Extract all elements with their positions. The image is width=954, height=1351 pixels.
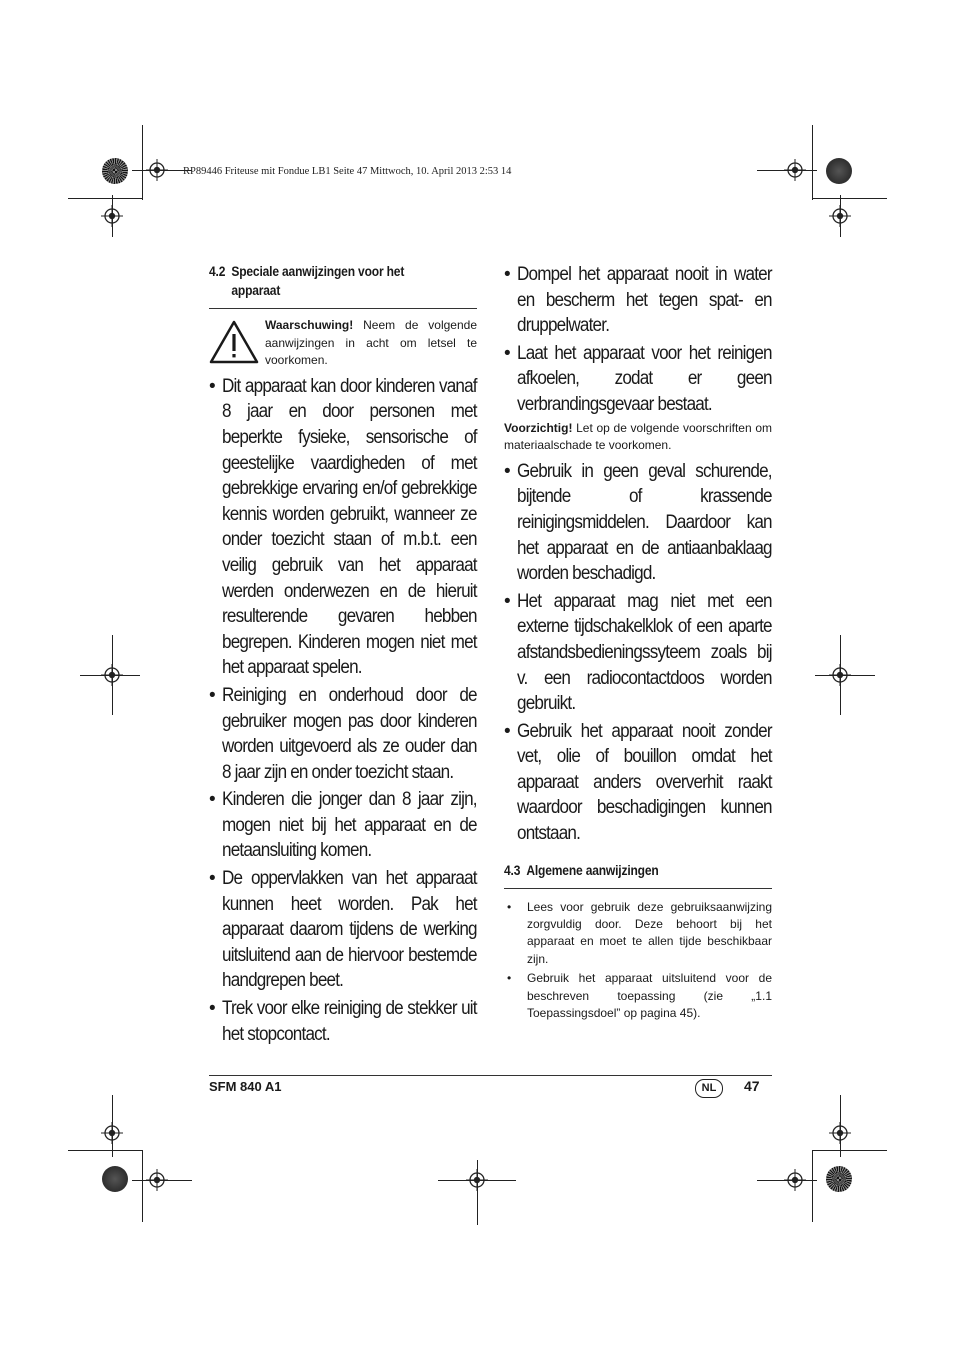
caution-notice	[504, 420, 772, 455]
right-column	[504, 262, 772, 1025]
caution-body: Let op de volgende voorschriften om materiaalschade te voorkomen.	[504, 420, 772, 453]
print-slug: RP89446 Friteuse mit Fondue LB1 Seite 47 Mittwoch, 10. April 2013 2:53 14	[183, 166, 512, 177]
list-item: • Reiniging en onderhoud door de gebruiker mogen pas door kinderen worden uitgevoerd als ze ouder dan 8 jaar zijn en onder toezicht staan.	[209, 683, 477, 785]
model-number: SFM 840 A1	[209, 1079, 282, 1094]
color-wheel-icon	[102, 158, 128, 184]
list-item: • Laat het apparaat voor het reinigen afkoelen, zodat er geen verbrandingsgevaar bestaat.	[504, 341, 772, 418]
color-wheel-icon	[102, 1166, 128, 1192]
section-title: Speciale aanwijzingen voor het	[231, 263, 405, 279]
section-number: 4.2	[209, 263, 226, 279]
warning-body: Neem de volgende aanwijzingen in acht om letsel te voorkomen.	[265, 318, 477, 368]
section-heading-4-2	[209, 262, 476, 300]
left-column	[209, 262, 477, 1049]
page-number: 47	[744, 1078, 760, 1094]
general-list	[504, 899, 772, 1023]
list-item: • Trek voor elke reiniging de stekker uit het stopcontact.	[209, 996, 477, 1047]
color-wheel-icon	[826, 1166, 852, 1192]
footer-divider	[209, 1075, 772, 1076]
list-item: • De oppervlakken van het apparaat kunnen heet worden. Pak het apparaat daarom tijdens de werking uitsluitend aan de hiervoor bestemde handgrepen beet.	[209, 866, 477, 994]
list-item: • Gebruik in geen geval schurende, bijtende of krassende reinigingsmiddelen. Daardoor kan het apparaat en de antiaanbaklaag worden beschadigd.	[504, 459, 772, 587]
section-number: 4.3	[504, 861, 521, 878]
list-item: • Kinderen die jonger dan 8 jaar zijn, mogen niet bij het apparaat en de netaansluiting komen.	[209, 787, 477, 864]
safety-list	[209, 374, 477, 1047]
section-divider	[209, 308, 477, 309]
list-item: • Dompel het apparaat nooit in water en bescherm het tegen spat- en druppelwater.	[504, 262, 772, 339]
section-title: Algemene aanwijzingen	[526, 861, 659, 878]
caution-label: Voorzichtig!	[504, 420, 573, 435]
list-item: • Het apparaat mag niet met een externe tijdschakelklok of een aparte afstandsbedieningssyteem zoals bij v. een radiocontactdoos worden gebruikt.	[504, 589, 772, 717]
warning-text	[265, 317, 477, 370]
color-wheel-icon	[826, 158, 852, 184]
safety-list-continued	[504, 262, 772, 418]
list-item: • Dit apparaat kan door kinderen vanaf 8 jaar en door personen met beperkte fysieke, sensorische of geestelijke vaardigheden of met gebrekkige ervaring en/of gebrekkige kennis worden gebruikt, wanneer ze onder toezicht staan of m.b.t. een veilig gebruik van het apparaat werden onderwezen en de hieruit resulterende gevaren hebben begrepen. Kinderen mogen niet met het apparaat spelen.	[209, 374, 477, 681]
section-divider	[504, 888, 772, 889]
list-item: • Lees voor gebruik deze gebruiksaanwijzing zorgvuldig door. Deze behoort bij het apparaat en moet te allen tijde beschikbaar zijn.	[504, 899, 772, 969]
section-heading-4-3	[504, 861, 771, 880]
warning-triangle-icon	[209, 320, 259, 364]
language-badge: NL	[695, 1079, 723, 1098]
section-title-continued: apparaat	[231, 282, 281, 298]
warning-notice	[209, 317, 477, 370]
care-list	[504, 459, 772, 847]
list-item: • Gebruik het apparaat uitsluitend voor de beschreven toepassing (zie „1.1 Toepassingsdoel” op pagina 45).	[504, 970, 772, 1022]
warning-label: Waarschuwing!	[265, 318, 354, 332]
list-item: • Gebruik het apparaat nooit zonder vet, olie of bouillon omdat het apparaat anders oververhit raakt waardoor beschadigingen kunnen ontstaan.	[504, 719, 772, 847]
